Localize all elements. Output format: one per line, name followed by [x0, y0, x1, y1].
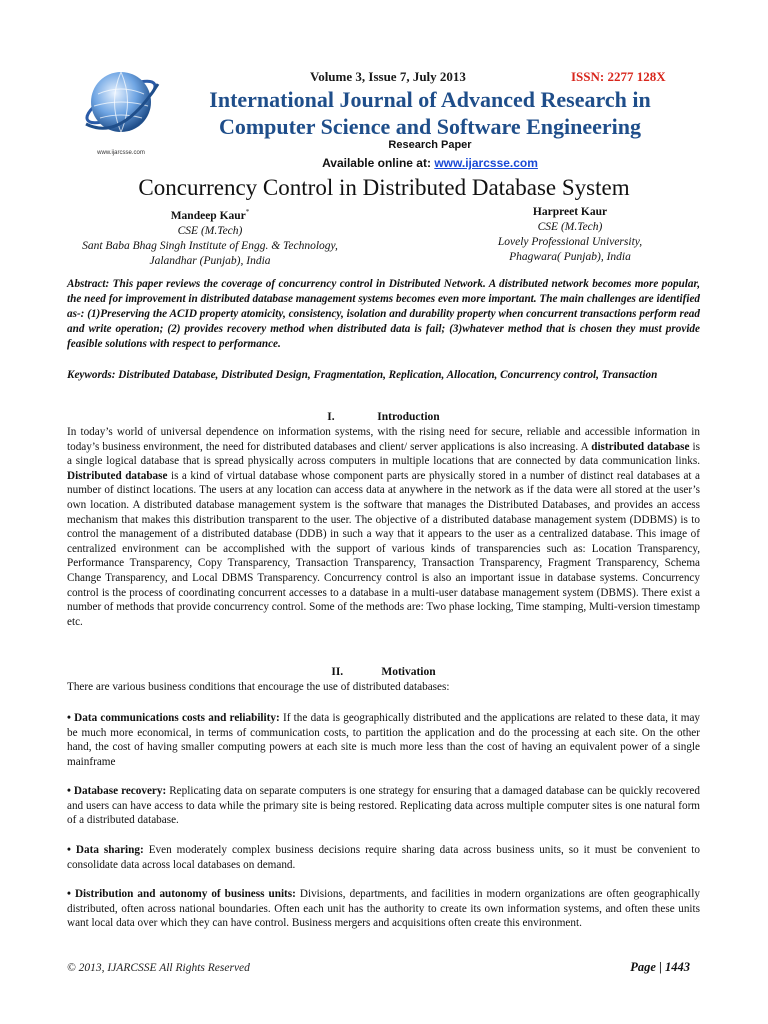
intro-text-3: is a kind of virtual database whose component parts are physically stored in a number of distinct real databases at a number of distinct locations. The users at any location can access data at anywhere in the network as if the data were all stored at the user’s own location. A distributed database management system is the software that manages the Distributed Databases, and provides an access mechanism that makes this distribution transparent to the user. The objective of a distributed database management system (DDBMS) is to control the management of a distributed database (DDB) in such a way that it appears to the user as a centralized database. This image of centralized environment can be accomplished with the support of various kinds of transparencies such as: Location Transparency, Performance Transparency, Copy Transparency, Transaction Transparency, Transaction Transparency, Fragment Transparency, Schema Change Transparency, and Local DBMS Transparency. Concurrency control is also an important issue in database systems. Concurrency control is the process of coordinating concurrent accesses to a database in a multi-user database management system (DBMS). There exist a number of methods that provide concurrency control. Some of the methods are: Two phase locking, Time stamping, Multi-version timestamp etc.: [67, 469, 700, 628]
journal-url-link[interactable]: www.ijarcsse.com: [434, 156, 538, 170]
author-affiliation-2: Phagwara( Punjab), India: [509, 251, 631, 263]
section-heading-introduction: [67, 411, 700, 423]
footer-page: Page | 1443: [630, 960, 690, 974]
section-title: Motivation: [381, 666, 436, 678]
author-mark: *: [245, 208, 250, 216]
bullet-text: Divisions, departments, and facilities in modern organizations are often geographically distributed, often across national boundaries. Often each unit has the authority to create its own information systems, and often these units want local data over which they can have control. Business mergers and acquisitions often create this environment.: [67, 888, 700, 930]
author-block-2: [420, 205, 720, 265]
author-block-1: [60, 205, 360, 269]
author-degree: CSE (M.Tech): [177, 224, 243, 237]
bullet-item: [67, 887, 700, 931]
intro-text-1: In today’s world of universal dependence on information systems, with the rising need for secure, reliable and accessible information in today’s business environment, the need for distributed databases and client/ server applications is also increasing. A: [67, 426, 700, 453]
intro-bold-2: Distributed database: [67, 469, 168, 482]
introduction-paragraph: [67, 425, 700, 629]
section-number: I.: [327, 411, 335, 423]
available-online: [150, 156, 710, 170]
bullet-text: Replicating data on separate computers is one strategy for ensuring that a damaged database can be quickly recovered and users can have access to data while the primary site is being restored. Replicating data across multiple computer sites is one natural form of a distributed database.: [67, 785, 700, 827]
author-affiliation-2: Jalandhar (Punjab), India: [149, 254, 271, 267]
keywords: Keywords: Distributed Database, Distributed Design, Fragmentation, Replication, Allocation, Concurrency control, Transaction: [67, 369, 658, 381]
page-number: 1443: [665, 960, 690, 974]
paper-title: Concurrency Control in Distributed Database System: [138, 175, 630, 200]
author-name: Harpreet Kaur: [532, 206, 608, 218]
bullet-heading: • Data communications costs and reliability:: [67, 712, 280, 724]
logo-caption: www.ijarcsse.com: [97, 150, 145, 156]
paper-type: Research Paper: [388, 139, 472, 151]
available-label: Available online at:: [322, 156, 435, 170]
bullet-heading: • Data sharing:: [67, 844, 144, 856]
author-name: Mandeep Kaur: [170, 209, 246, 222]
bullet-item: [67, 711, 700, 769]
bullet-heading: • Distribution and autonomy of business units:: [67, 888, 296, 900]
author-affiliation-1: Sant Baba Bhag Singh Institute of Engg. & Technology,: [82, 239, 338, 252]
page-label: Page: [630, 960, 656, 974]
intro-bold-1: distributed database: [591, 440, 690, 453]
issn: ISSN: 2277 128X: [571, 69, 666, 84]
bullet-item: [67, 843, 700, 872]
footer-copyright: © 2013, IJARCSSE All Rights Reserved: [67, 962, 250, 974]
author-degree: CSE (M.Tech): [537, 221, 603, 233]
journal-name-line1: International Journal of Advanced Research in: [209, 87, 651, 112]
section-heading-motivation: [67, 666, 700, 678]
bullet-text: Even moderately complex business decisions require sharing data across business units, so it must be convenient to consolidate data across local databases on demand.: [67, 844, 700, 871]
abstract: Abstract: This paper reviews the coverage of concurrency control in Distributed Network. A distributed network becomes more popular, the need for improvement in distributed database management systems becomes even more important. The main challenges are identified as-: (1)Preserving the ACID property atomicity, consistency, isolation and durability property when concurrent transactions perform read and write operation; (2) provides recovery method when distributed data is fail; (3)whatever method that is chosen they must provide feasible solutions with respect to performance.: [67, 278, 700, 350]
journal-name-line2: Computer Science and Software Engineering: [218, 114, 642, 139]
bullet-heading: • Database recovery:: [67, 785, 167, 797]
intro-text-2: is a single logical database that is spread physically across computers in multiple locations that are connected by data communication links.: [67, 440, 700, 468]
section-number: II.: [331, 666, 344, 678]
bullet-text: If the data is geographically distributed and the applications are related to these data, it may be much more economical, in terms of communication costs, to partition the application and do the processing at each site. On the other hand, the cost of having smaller computing powers at each site is much more less than the cost of having an equivalent power of a single mainframe: [67, 712, 700, 768]
author-affiliation-1: Lovely Professional University,: [497, 236, 643, 248]
volume-info: Volume 3, Issue 7, July 2013: [310, 69, 466, 84]
section-title: Introduction: [377, 411, 440, 423]
bullet-item: [67, 784, 700, 828]
motivation-lead: There are various business conditions that encourage the use of distributed databases:: [67, 681, 450, 693]
